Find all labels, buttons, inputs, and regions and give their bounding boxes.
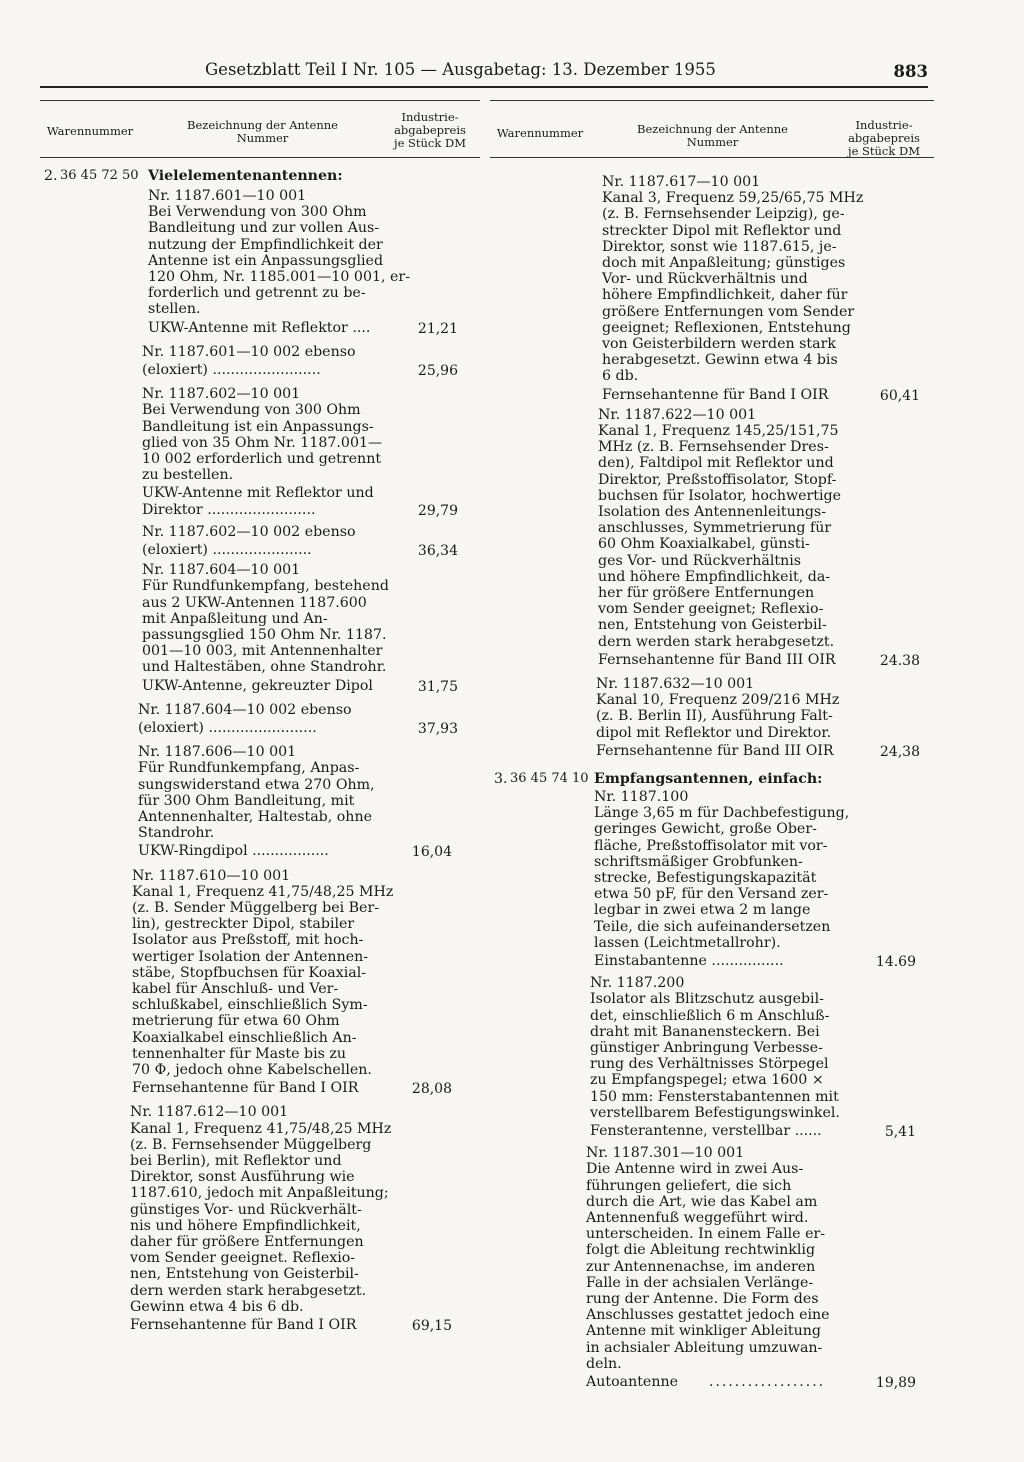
entry-description-line: durch die Art, wie das Kabel am xyxy=(586,1193,818,1210)
entry-description-line: nis und höhere Empfindlichkeit, xyxy=(130,1217,361,1234)
entry-description-line: Bandleitung und zur vollen Aus- xyxy=(148,220,380,237)
product-name: Fernsehantenne für Band I OIR xyxy=(132,1080,359,1097)
header-preis: Industrie- abgabepreis je Stück DM xyxy=(394,110,466,150)
entry-description-line: nutzung der Empfindlichkeit der xyxy=(148,236,383,253)
entry-description-line: Isolator als Blitzschutz ausgebil- xyxy=(590,991,824,1008)
entry-description-line: Kanal 10, Frequenz 209/216 MHz xyxy=(596,692,840,709)
table-header xyxy=(40,100,480,158)
entry-description-line: lassen (Leichtmetallrohr). xyxy=(594,934,781,951)
entry-description-line: legbar in zwei etwa 2 m lange xyxy=(594,902,811,919)
entry-description-line: 6 db. xyxy=(602,368,639,385)
entry-number: Nr. 1187.602—10 002 ebenso xyxy=(142,523,356,540)
entry-description-line: Bei Verwendung von 300 Ohm xyxy=(142,402,361,419)
entry-description-line: folgt die Ableitung rechtwinklig xyxy=(586,1242,816,1259)
entry-description-line: metrierung für etwa 60 Ohm xyxy=(132,1013,340,1030)
entry-description-line: Bandleitung ist ein Anpassungs- xyxy=(142,418,374,435)
gazette-title: Gesetzblatt Teil I Nr. 105 — Ausgabetag: 13. Dezember 1955 xyxy=(205,60,716,79)
entry-description-line: Kanal 3, Frequenz 59,25/65,75 MHz xyxy=(602,190,864,207)
section-number: 2. xyxy=(44,168,58,184)
entry-number: Nr. 1187.612—10 001 xyxy=(130,1104,289,1121)
entry-description-line: Isolation des Antennenleitungs- xyxy=(598,504,827,520)
entry-description-line: günstiges Vor- und Rückverhält- xyxy=(130,1201,362,1218)
entry-description-line: rung des Verhältnisses Störpegel xyxy=(590,1056,829,1073)
header-bezeichnung: Bezeichnung der Antenne Nummer xyxy=(637,122,788,149)
entry-description-line: Vor- und Rückverhältnis und xyxy=(602,271,808,288)
entry-description-line: passungsglied 150 Ohm Nr. 1187. xyxy=(142,627,387,643)
entry-description-line: aus 2 UKW-Antennen 1187.600 xyxy=(142,594,367,611)
price: 31,75 xyxy=(417,678,458,695)
entry-number: Nr. 1187.610—10 001 xyxy=(132,867,291,884)
entry-description-line: Für Rundfunkempfang, Anpas- xyxy=(138,760,360,777)
entry-description-line: 60 Ohm Koaxialkabel, günsti- xyxy=(598,536,810,553)
entry-description-line: Die Antenne wird in zwei Aus- xyxy=(586,1161,804,1178)
entry-description-line: günstiger Anbringung Verbesse- xyxy=(590,1040,823,1056)
section-heading: Empfangsantennen, einfach: xyxy=(594,771,823,787)
price: 21,21 xyxy=(417,320,458,337)
product-name: Fernsehantenne für Band I OIR xyxy=(602,386,829,403)
price: 29,79 xyxy=(417,502,458,519)
right-column xyxy=(490,100,934,1391)
entry-description-line: Kanal 1, Frequenz 41,75/48,25 MHz xyxy=(132,883,394,900)
entry-description-line: vom Sender geeignet. Reflexio- xyxy=(130,1250,356,1267)
entry-description-line: Länge 3,65 m für Dachbefestigung, xyxy=(594,805,850,822)
price: 36,34 xyxy=(417,543,458,559)
entry-description-line: Kanal 1, Frequenz 145,25/151,75 xyxy=(598,423,839,439)
entry-description-line: (z. B. Fernsehsender Müggelberg xyxy=(130,1136,372,1153)
entry-number: Nr. 1187.604—10 002 ebenso xyxy=(138,701,352,718)
entry-description-line: bei Berlin), mit Reflektor und xyxy=(130,1153,342,1169)
section-heading: Vielelementenantennen: xyxy=(148,168,343,184)
entry-description-line: Für Rundfunkempfang, bestehend xyxy=(142,578,389,595)
entry-description-line: nen, Entstehung von Geisterbil- xyxy=(598,617,827,634)
entry-number: Nr. 1187.301—10 001 xyxy=(586,1145,745,1162)
entry-description-line: MHz (z. B. Fernsehsender Dres- xyxy=(598,439,829,456)
entry-description-line: Kanal 1, Frequenz 41,75/48,25 MHz xyxy=(130,1120,392,1137)
header-rule xyxy=(40,86,928,88)
entry-description-line: unterscheiden. In einem Falle er- xyxy=(586,1226,826,1243)
entry-description-line: her für größere Entfernungen xyxy=(598,585,815,601)
entry-description-line: stellen. xyxy=(148,301,201,318)
price: 16,04 xyxy=(411,844,452,861)
price: 60,41 xyxy=(879,387,920,404)
product-name: UKW-Antenne mit Reflektor und xyxy=(142,485,374,502)
entry-description-line: draht mit Bananensteckern. Bei xyxy=(590,1023,820,1040)
entry-description-line: tennenhalter für Maste bis zu xyxy=(132,1045,347,1062)
entry-description-line: Antennenhalter, Haltestab, ohne xyxy=(138,809,372,825)
product-name: Direktor ........................ xyxy=(142,501,316,518)
entry-description-line: dern werden stark herabgesetzt. xyxy=(130,1282,367,1299)
entry-description-line: vom Sender geeignet; Reflexio- xyxy=(598,601,824,618)
entry-description-line: buchsen für Isolator, hochwertige xyxy=(598,487,842,504)
entry-number: Nr. 1187.200 xyxy=(590,975,685,992)
entry-description-line: forderlich und getrennt zu be- xyxy=(148,285,366,302)
entry-description-line: Gewinn etwa 4 bis 6 db. xyxy=(130,1298,304,1315)
entry-description-line: herabgesetzt. Gewinn etwa 4 bis xyxy=(602,352,838,369)
entry-number: Nr. 1187.617—10 001 xyxy=(602,174,761,190)
entry-number: Nr. 1187.602—10 001 xyxy=(142,386,301,403)
entry-description-line: Direktor, Preßstoffisolator, Stopf- xyxy=(598,471,837,488)
price: 24,38 xyxy=(879,743,920,760)
entry-number: Nr. 1187.601—10 001 xyxy=(148,188,307,204)
entry-number: Nr. 1187.622—10 001 xyxy=(598,406,757,423)
entry-description-line: ges Vor- und Rückverhältnis xyxy=(598,552,802,569)
header-bezeichnung: Bezeichnung der Antenne Nummer xyxy=(187,118,338,145)
entry-description-line: geeignet; Reflexionen, Entstehung xyxy=(602,319,851,336)
entry-description-line: 10 002 erforderlich und getrennt xyxy=(142,451,382,467)
entry-description-line: deln. xyxy=(586,1355,622,1372)
product-name: Fensterantenne, verstellbar ...... xyxy=(590,1123,822,1139)
entry-description-line: zur Antennenachse, im anderen xyxy=(586,1258,816,1275)
entry-description-line: 120 Ohm, Nr. 1185.001—10 001, er- xyxy=(148,269,411,285)
product-name: Einstabantenne ................ xyxy=(594,953,784,969)
entry-description-line: Isolator aus Preßstoff, mit hoch- xyxy=(132,932,364,949)
entry-description-line: streckter Dipol mit Reflektor und xyxy=(602,222,842,239)
product-name: (eloxiert) ........................ xyxy=(142,362,321,378)
product-name: Autoantenne xyxy=(586,1374,678,1390)
entry-description-line: rung der Antenne. Die Form des xyxy=(586,1291,819,1307)
entry-description-line: und Haltestäben, ohne Standrohr. xyxy=(142,659,387,676)
entry-number: Nr. 1187.606—10 001 xyxy=(138,744,297,761)
price: 19,89 xyxy=(875,1375,916,1391)
product-name: (eloxiert) ........................ xyxy=(138,720,317,736)
entry-description-line: doch mit Anpaßleitung; günstiges xyxy=(602,255,846,271)
page-header xyxy=(40,60,928,86)
header-preis: Industrie- abgabepreis je Stück DM xyxy=(848,118,920,158)
table-header xyxy=(490,100,934,158)
entry-description-line: 001—10 003, mit Antennenhalter xyxy=(142,643,383,660)
entry-description-line: in achsialer Ableitung umzuwan- xyxy=(586,1339,823,1356)
entry-number: Nr. 1187.601—10 002 ebenso xyxy=(142,343,356,360)
product-name: UKW-Antenne, gekreuzter Dipol xyxy=(142,677,373,694)
entry-description-line: verstellbarem Befestigungswinkel. xyxy=(590,1104,840,1121)
entry-description-line: dipol mit Reflektor und Direktor. xyxy=(596,724,832,741)
entry-description-line: schlußkabel, einschließlich Sym- xyxy=(132,997,368,1014)
entry-description-line: kabel für Anschluß- und Ver- xyxy=(132,981,339,997)
entry-description-line: anschlusses, Symmetrierung für xyxy=(598,520,832,537)
product-name: UKW-Antenne mit Reflektor .... xyxy=(148,319,371,336)
product-name: Fernsehantenne für Band I OIR xyxy=(130,1317,357,1333)
product-name: UKW-Ringdipol ................. xyxy=(138,843,329,860)
entry-number: Nr. 1187.604—10 001 xyxy=(142,562,301,579)
entry-description-line: größere Entfernungen vom Sender xyxy=(602,303,855,320)
entry-description-line: (z. B. Fernsehsender Leipzig), ge- xyxy=(602,206,845,223)
entry-description-line: Direktor, sonst Ausführung wie xyxy=(130,1169,355,1186)
entry-description-line: Direktor, sonst wie 1187.615, je- xyxy=(602,238,837,255)
section-warennummer: 36 45 74 10 xyxy=(510,771,589,786)
entry-description-line: Antenne ist ein Anpassungsglied xyxy=(148,252,384,269)
entry-description-line: Falle in der achsialen Verlänge- xyxy=(586,1274,814,1291)
entry-description-line: fläche, Preßstoffisolator mit vor- xyxy=(594,837,828,854)
entry-description-line: Teile, die sich aufeinandersetzen xyxy=(594,918,831,935)
entry-description-line: Anschlusses gestattet jedoch eine xyxy=(586,1307,830,1324)
entry-description-line: mit Anpaßleitung und An- xyxy=(142,610,328,627)
entry-description-line: dern werden stark herabgesetzt. xyxy=(598,633,835,650)
entry-description-line: zu bestellen. xyxy=(142,467,234,484)
product-name: (eloxiert) ...................... xyxy=(142,542,312,558)
entry-description-line: nen, Entstehung von Geisterbil- xyxy=(130,1266,359,1283)
price: 37,93 xyxy=(417,721,458,737)
entry-description-line: sungswiderstand etwa 270 Ohm, xyxy=(138,776,375,793)
entry-description-line: Koaxialkabel einschließlich An- xyxy=(132,1029,357,1046)
entry-description-line: geringes Gewicht, große Ober- xyxy=(594,821,817,838)
entry-description-line: det, einschließlich 6 m Anschluß- xyxy=(590,1007,830,1024)
price: 28,08 xyxy=(411,1081,452,1098)
entry-description-line: strecke, Befestigungskapazität xyxy=(594,870,817,886)
left-column xyxy=(40,100,480,1334)
price: 24.38 xyxy=(879,652,920,669)
header-warennummer: Warennummer xyxy=(46,124,134,138)
entry-description-line: 70 Φ, jedoch ohne Kabelschellen. xyxy=(132,1062,372,1078)
entry-description-line: etwa 50 pF, für den Versand zer- xyxy=(594,886,829,903)
entry-description-line: (z. B. Sender Müggelberg bei Ber- xyxy=(132,900,380,916)
product-name: Fernsehantenne für Band III OIR xyxy=(598,651,836,668)
entry-description-line: 1187.610, jedoch mit Anpaßleitung; xyxy=(130,1185,389,1202)
price: 5,41 xyxy=(884,1124,916,1140)
entry-description-line: den), Faltdipol mit Reflektor und xyxy=(598,455,834,472)
entry-description-line: Antennenfuß weggeführt wird. xyxy=(586,1210,809,1226)
entry-description-line: Standrohr. xyxy=(138,825,215,842)
entry-description-line: führungen geliefert, die sich xyxy=(586,1177,792,1194)
entry-description-line: zu Empfangspegel; etwa 1600 × xyxy=(590,1072,824,1089)
entry-description-line: schriftsmäßiger Grobfunken- xyxy=(594,853,803,870)
header-warennummer: Warennummer xyxy=(496,126,584,140)
entry-description-line: Bei Verwendung von 300 Ohm xyxy=(148,204,367,221)
entry-description-line: Antenne mit winkliger Ableitung xyxy=(586,1323,821,1340)
entry-description-line: wertiger Isolation der Antennen- xyxy=(132,948,369,965)
section-number: 3. xyxy=(494,771,508,787)
entry-number: Nr. 1187.100 xyxy=(594,789,689,805)
entry-description-line: und höhere Empfindlichkeit, da- xyxy=(598,568,831,585)
entry-description-line: für 300 Ohm Bandleitung, mit xyxy=(138,792,355,809)
dot-leader: .................. xyxy=(709,1374,826,1390)
entry-description-line: von Geisterbildern werden stark xyxy=(602,336,836,352)
product-name: Fernsehantenne für Band III OIR xyxy=(596,742,834,759)
entry-description-line: höhere Empfindlichkeit, daher für xyxy=(602,287,848,304)
page-number: 883 xyxy=(893,62,928,81)
section-warennummer: 36 45 72 50 xyxy=(60,168,139,183)
entry-description-line: stäbe, Stopfbuchsen für Koaxial- xyxy=(132,964,367,981)
entry-number: Nr. 1187.632—10 001 xyxy=(596,676,755,692)
entry-description-line: lin), gestreckter Dipol, stabiler xyxy=(132,916,355,933)
price: 25,96 xyxy=(417,363,458,379)
entry-description-line: 150 mm: Fensterstabantennen mit xyxy=(590,1088,839,1105)
price: 69,15 xyxy=(411,1318,452,1334)
entry-description-line: (z. B. Berlin II), Ausführung Falt- xyxy=(596,708,833,725)
entry-description-line: glied von 35 Ohm Nr. 1187.001— xyxy=(142,434,383,451)
price: 14.69 xyxy=(875,954,916,970)
entry-description-line: daher für größere Entfernungen xyxy=(130,1234,364,1250)
